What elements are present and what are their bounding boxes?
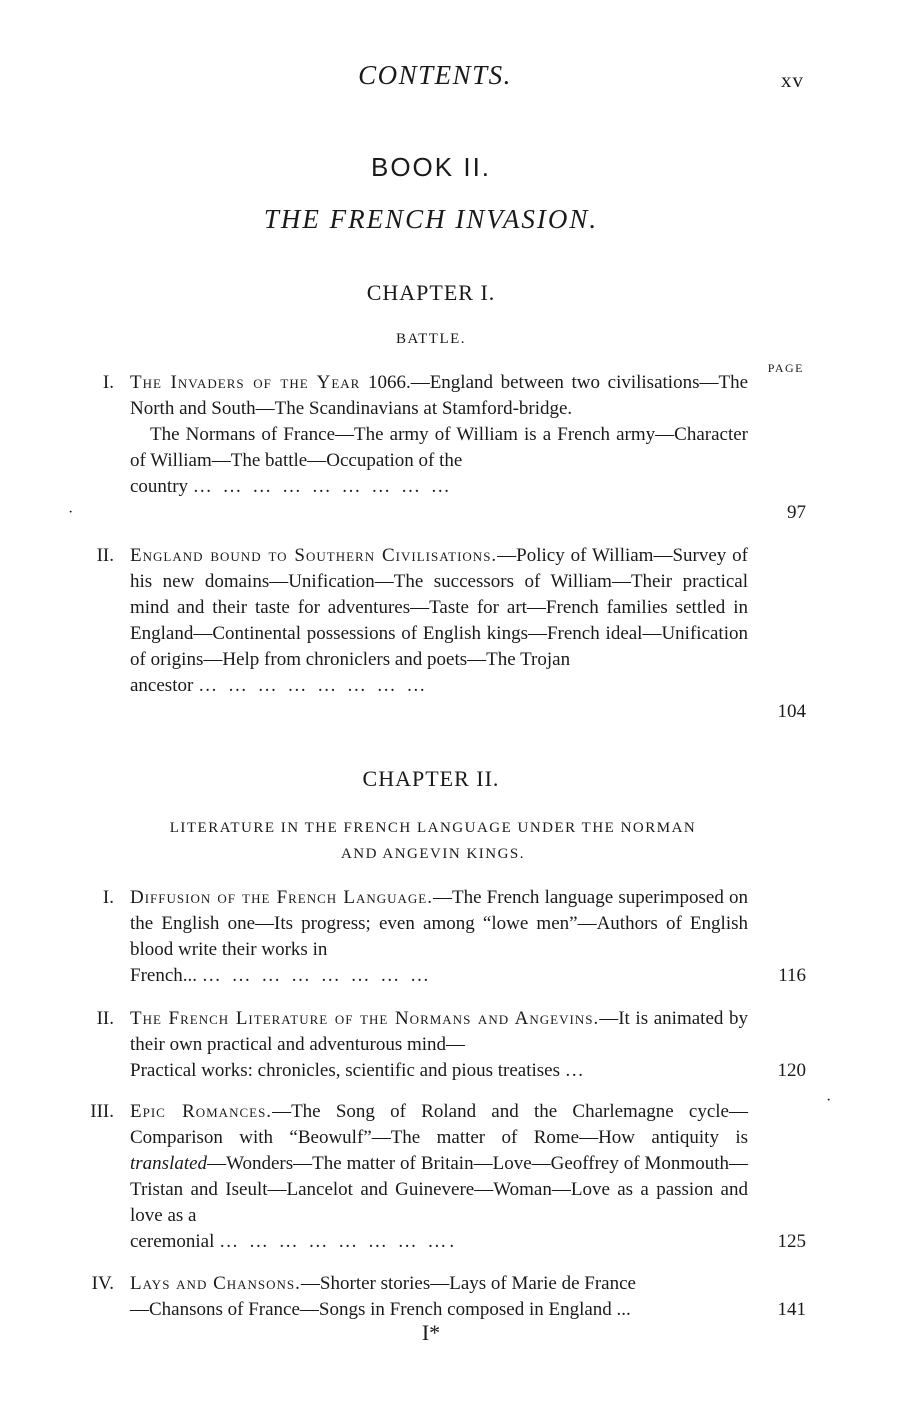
entry-title: The Invaders of the Year	[130, 372, 361, 393]
entry-number: II.	[96, 1008, 114, 1029]
toc-entry	[60, 1006, 806, 1084]
entry-text	[130, 543, 748, 699]
entry-text	[130, 1099, 748, 1255]
entry-description: 1066.—England between two civilisations—The North and South—The Scandinavians at Stamford-bridge.	[130, 372, 748, 419]
entry-italic-word: translated	[130, 1153, 208, 1174]
entry-text	[130, 370, 748, 500]
dot-leader: … … … … … … … … …	[192, 476, 453, 497]
entry-page: 97	[787, 502, 806, 523]
book-title: BOOK II.	[370, 152, 492, 182]
entry-number: II.	[96, 545, 114, 566]
entry-description: —It is animated by their own practical and adventurous mind—	[130, 1008, 748, 1055]
entry-description: —Shorter stories—Lays of Marie de France	[300, 1273, 636, 1294]
book-subtitle: THE FRENCH INVASION.	[263, 204, 599, 234]
entry-last-line: ceremonial	[130, 1231, 215, 1252]
entry-last-line: French...	[130, 965, 198, 986]
entry-page: 104	[777, 701, 806, 722]
dot-leader: … … … … … … … …	[198, 675, 429, 696]
entry-paragraph: The Normans of France—The army of William is a French army—Character of William—The battle—Occupation of the	[130, 424, 748, 471]
entry-page: 141	[777, 1299, 806, 1320]
entry-title: Lays and Chansons.	[130, 1273, 301, 1294]
signature-mark: I*	[421, 1320, 441, 1345]
page-number: xv	[781, 68, 804, 92]
entry-text	[130, 1006, 748, 1084]
entry-number: IV.	[91, 1273, 114, 1294]
entry-text	[130, 885, 748, 989]
entry-number: I.	[102, 372, 114, 393]
toc-entry	[60, 543, 806, 722]
toc-entry	[60, 1271, 806, 1323]
dot-leader: …	[564, 1060, 587, 1081]
entry-title: Epic Romances.	[130, 1101, 273, 1122]
entry-last-line: Practical works: chronicles, scientific and pious treatises	[130, 1060, 561, 1081]
entry-title: The French Literature of the Normans and Angevins.	[130, 1008, 600, 1029]
entry-page: 116	[778, 965, 806, 986]
page-column-label: PAGE	[767, 361, 804, 375]
dot-leader: … … … … … … … ….	[219, 1231, 458, 1252]
entry-last-line: ancestor	[130, 675, 194, 696]
chapter-2-heading: CHAPTER II.	[362, 766, 500, 791]
print-speck: ·	[826, 1092, 832, 1109]
chapter-1-heading: CHAPTER I.	[366, 280, 496, 305]
entry-description: —The Song of Roland and the Charlemagne cycle—Comparison with “Beowulf”—The matter of Rome—How antiquity is	[130, 1101, 748, 1148]
entry-text	[130, 1271, 748, 1323]
toc-entry	[60, 1099, 806, 1255]
entry-page: 125	[777, 1231, 806, 1252]
entry-number: III.	[90, 1101, 114, 1122]
toc-entry	[60, 370, 806, 523]
entry-description: —Policy of William—Survey of his new domains—Unification—The successors of William—Their practical mind and their taste for adventures—Taste for art—French families settled in England—Continental possessions of English kings—French ideal—Unification of origins—Help from chroniclers and poets—The Trojan	[130, 545, 748, 670]
chapter-2-subheading	[60, 815, 806, 867]
toc-entry	[60, 885, 806, 989]
entry-title: England bound to Southern Civilisations.	[130, 545, 498, 566]
chapter-2-subheading-line-2: AND ANGEVIN KINGS.	[340, 846, 526, 862]
entry-description: —The French language superimposed on the English one—Its progress; even among “lowe men”—Authors of English blood write their works in	[130, 887, 749, 960]
entry-title: Diffusion of the French Language.	[130, 887, 433, 908]
entry-number: I.	[102, 887, 114, 908]
running-title: CONTENTS.	[358, 60, 512, 90]
entry-page: 120	[777, 1060, 806, 1081]
dot-leader: … … … … … … … …	[201, 965, 433, 986]
entry-last-line: country	[130, 476, 189, 497]
entry-description-cont: —Wonders—The matter of Britain—Love—Geoffrey of Monmouth—Tristan and Iseult—Lancelot and Guinevere—Woman—Love as a passion and love as a	[130, 1153, 748, 1226]
chapter-1-subheading: BATTLE.	[395, 331, 467, 347]
entry-last-line: —Chansons of France—Songs in French composed in England ...	[130, 1299, 631, 1320]
chapter-2-subheading-line-1: LITERATURE IN THE FRENCH LANGUAGE UNDER THE NORMAN	[169, 820, 697, 836]
print-speck: ·	[68, 504, 74, 521]
